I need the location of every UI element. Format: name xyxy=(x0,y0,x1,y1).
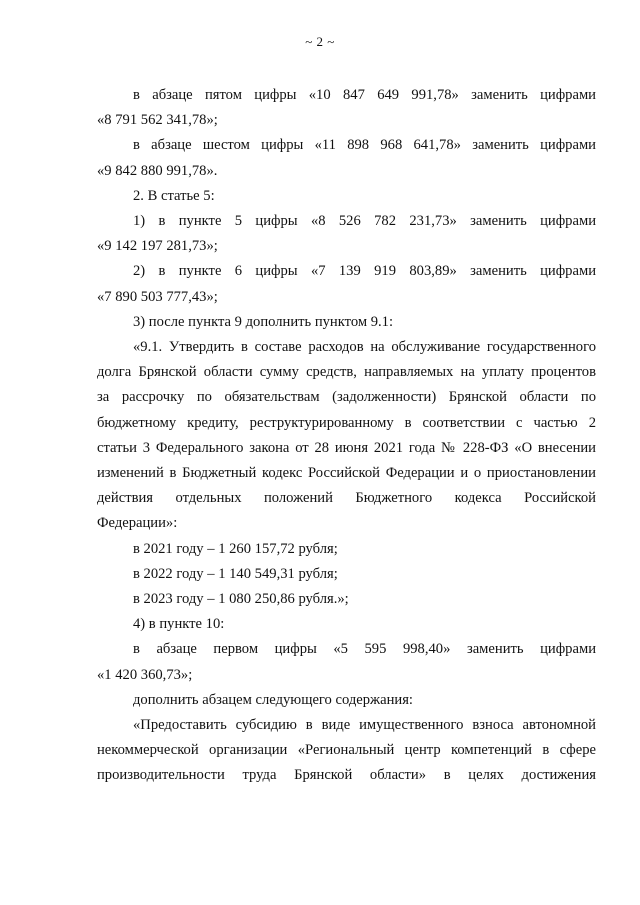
text-line: производительности труда Брянской области» в целях достижения xyxy=(97,767,596,784)
item-3-heading xyxy=(97,310,596,335)
document-body xyxy=(97,83,596,789)
point-10-first-paragraph xyxy=(97,637,596,687)
text-line: долга Брянской области сумму средств, направляемых на уплату процентов xyxy=(97,364,596,381)
text-line: Федерации»: xyxy=(97,515,178,532)
text-line: некоммерческой организации «Региональный центр компетенций в сфере xyxy=(97,742,596,759)
item-1-point-5 xyxy=(97,209,596,259)
article-5-heading xyxy=(97,184,596,209)
text-line: 3) после пункта 9 дополнить пунктом 9.1: xyxy=(133,313,394,330)
text-line: в 2022 году – 1 140 549,31 рубля; xyxy=(133,565,338,582)
year-2023-amount xyxy=(97,587,596,612)
add-paragraph-heading xyxy=(97,688,596,713)
text-line: в 2021 году – 1 260 157,72 рубля; xyxy=(133,540,338,557)
text-line: «Предоставить субсидию в виде имущественного взноса автономной xyxy=(133,717,596,734)
item-4-heading xyxy=(97,612,596,637)
subsidy-paragraph xyxy=(97,713,596,789)
text-line: «7 890 503 777,43»; xyxy=(97,288,218,305)
amendment-paragraph-5 xyxy=(97,83,596,133)
year-2022-amount xyxy=(97,562,596,587)
year-2021-amount xyxy=(97,537,596,562)
amendment-paragraph-6 xyxy=(97,133,596,183)
text-line: 2) в пункте 6 цифры «7 139 919 803,89» заменить цифрами xyxy=(133,263,596,280)
text-line: «9.1. Утвердить в составе расходов на обслуживание государственного xyxy=(133,339,596,356)
page-number: ~ 2 ~ xyxy=(305,34,335,49)
text-line: «9 842 880 991,78». xyxy=(97,162,218,179)
text-line: за рассрочку по обязательствам (задолженности) Брянской области по xyxy=(97,389,596,406)
text-line: 4) в пункте 10: xyxy=(133,616,225,633)
point-9-1-text xyxy=(97,335,596,537)
text-line: «8 791 562 341,78»; xyxy=(97,112,218,129)
text-line: в абзаце пятом цифры «10 847 649 991,78» заменить цифрами xyxy=(133,87,596,103)
item-2-point-6 xyxy=(97,259,596,309)
text-line: в абзаце первом цифры «5 595 998,40» заменить цифрами xyxy=(133,641,596,658)
text-line: «9 142 197 281,73»; xyxy=(97,238,218,255)
text-line: действия отдельных положений Бюджетного кодекса Российской xyxy=(97,490,596,507)
text-line: 2. В статье 5: xyxy=(133,187,215,204)
text-line: 1) в пункте 5 цифры «8 526 782 231,73» заменить цифрами xyxy=(133,213,596,230)
text-line: статьи 3 Федерального закона от 28 июня 2021 года № 228-ФЗ «О внесении xyxy=(97,439,596,456)
text-line: в абзаце шестом цифры «11 898 968 641,78» заменить цифрами xyxy=(133,137,596,154)
text-line: в 2023 году – 1 080 250,86 рубля.»; xyxy=(133,591,349,608)
text-line: «1 420 360,73»; xyxy=(97,666,193,683)
text-line: изменений в Бюджетный кодекс Российской Федерации и о приостановлении xyxy=(97,465,596,482)
text-line: дополнить абзацем следующего содержания: xyxy=(133,691,413,708)
text-line: бюджетному кредиту, реструктурированному в соответствии с частью 2 xyxy=(97,414,596,431)
